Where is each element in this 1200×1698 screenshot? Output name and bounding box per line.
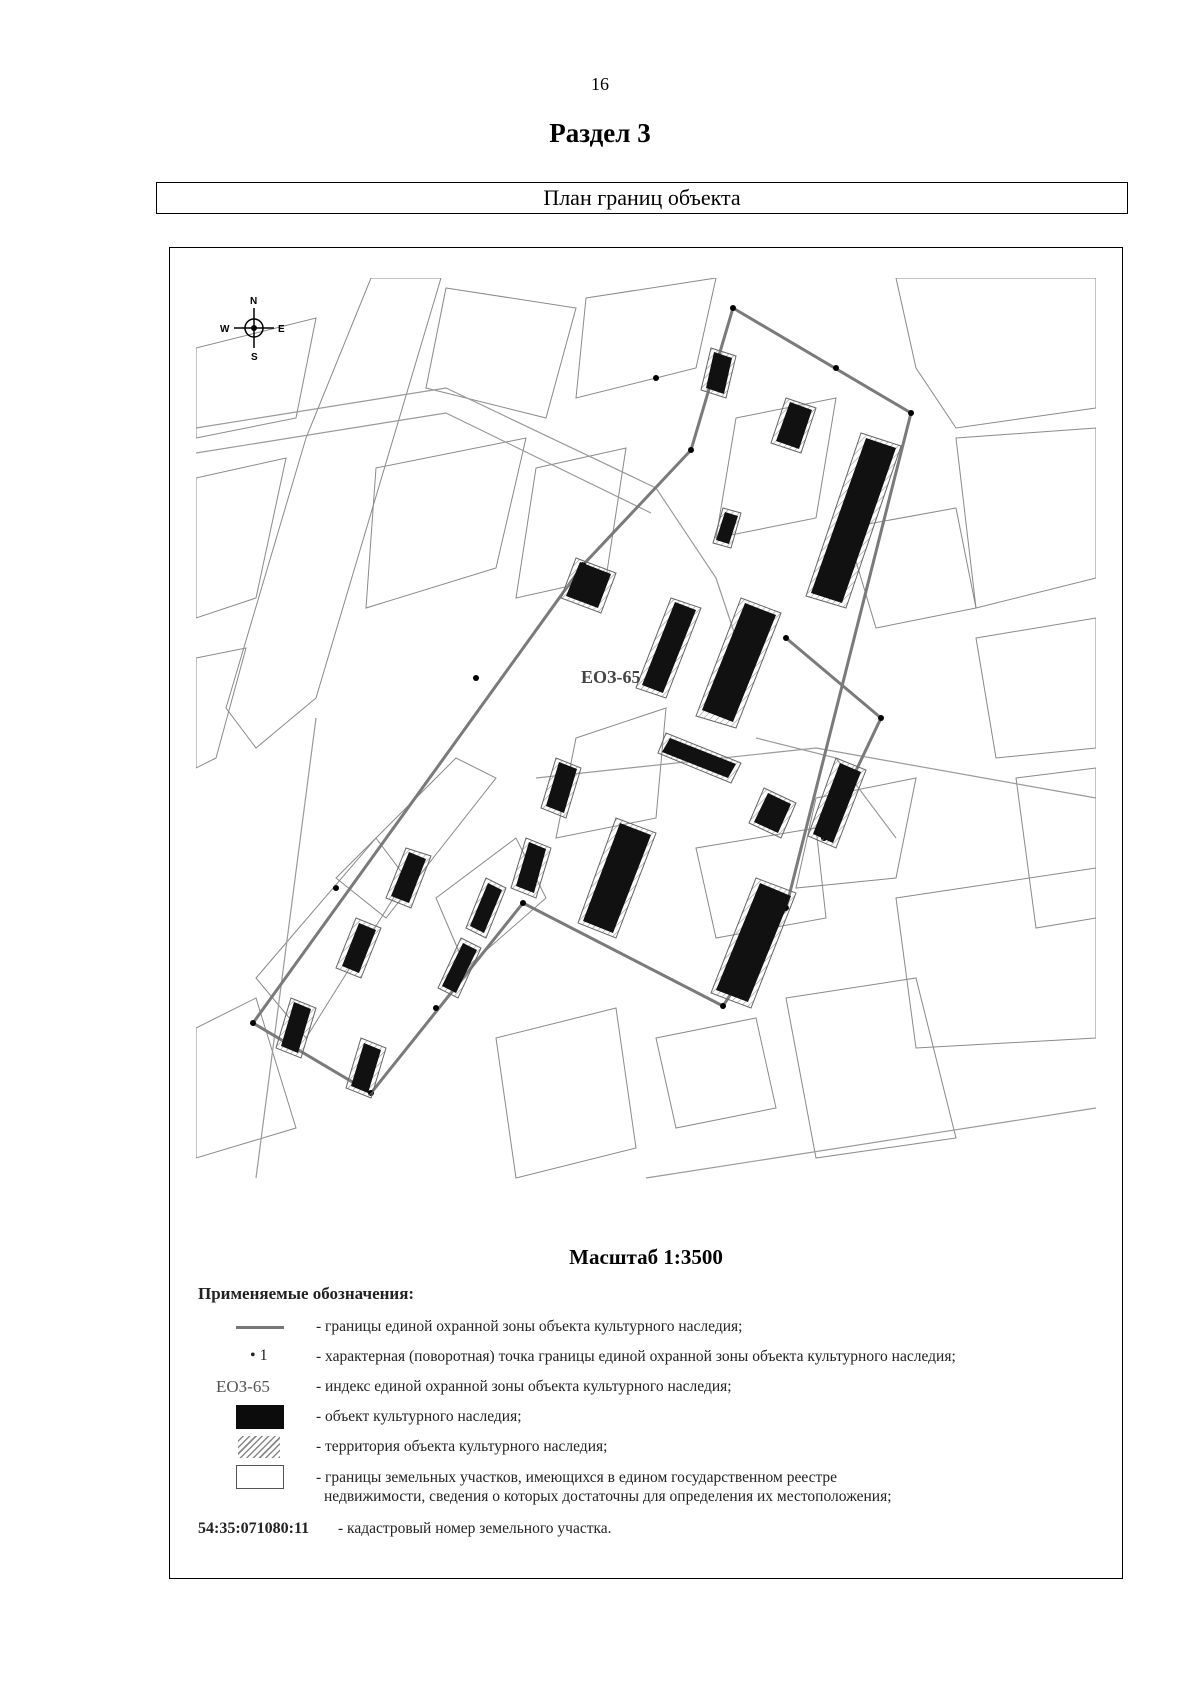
page-number: 16 — [591, 74, 609, 94]
legend-item-territory: - территория объекта культурного наследия; — [198, 1432, 1098, 1462]
legend-item-parcels: - границы земельных участков, имеющихся в едином государственном реестре недвижимости, сведения о которых достаточны для определения их местоположения; — [198, 1462, 1098, 1510]
legend-item-index: ЕОЗ-65 - индекс единой охранной зоны объекта культурного наследия; — [216, 1377, 732, 1396]
legend — [198, 1284, 1098, 1546]
map-scale: Масштаб 1:3500 — [569, 1245, 723, 1269]
territory-hatch-swatch — [238, 1436, 280, 1458]
boundary-line-swatch — [236, 1326, 284, 1329]
legend-item-object: - объект культурного наследия; — [198, 1402, 1098, 1432]
legend-title: Применяемые обозначения: — [198, 1284, 415, 1303]
section-title: Раздел 3 — [549, 118, 651, 148]
map-frame — [169, 247, 1123, 1579]
legend-item-boundary: - границы единой охранной зоны объекта культурного наследия; — [198, 1312, 1098, 1342]
compass-north: N — [250, 296, 258, 307]
compass-south: S — [251, 352, 258, 363]
boundary-map — [196, 278, 1096, 1238]
compass-east: E — [278, 324, 285, 335]
legend-item-point: • 1 - характерная (поворотная) точка границы единой охранной зоны объекта культурного наследия; — [250, 1347, 956, 1365]
plan-title: План границ объекта — [156, 182, 1128, 214]
legend-item-cadastral: 54:35:071080:11 - кадастровый номер земельного участка. — [198, 1520, 612, 1537]
parcel-outline-swatch — [236, 1465, 284, 1489]
zone-index-label: ЕОЗ-65 — [581, 667, 641, 687]
heritage-object-swatch — [236, 1405, 284, 1429]
cadastral-number-sample: 54:35:071080:11 — [198, 1520, 310, 1537]
compass-west: W — [220, 324, 230, 335]
boundary-point-swatch: • 1 — [250, 1347, 268, 1364]
zone-index-swatch: ЕОЗ-65 — [216, 1377, 270, 1396]
